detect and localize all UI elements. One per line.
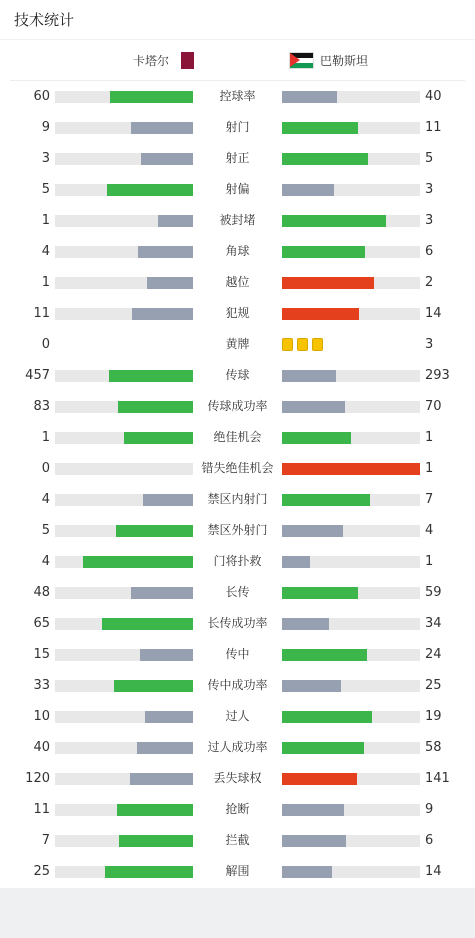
away-bar-fill [282, 91, 337, 103]
stat-row [0, 732, 475, 763]
away-bar-fill [282, 370, 336, 382]
home-value: 48 [33, 585, 50, 600]
home-bar-track [55, 587, 193, 599]
away-bar-track [282, 773, 420, 785]
away-bar-fill [282, 556, 310, 568]
home-bar-track [55, 835, 193, 847]
stat-row [0, 205, 475, 236]
away-bar-track [282, 835, 420, 847]
away-value: 7 [425, 492, 434, 507]
away-bar-fill [282, 742, 364, 754]
home-bar-track [55, 680, 193, 692]
stat-label: 长传 [225, 585, 250, 599]
stat-row [0, 298, 475, 329]
stat-label: 绝佳机会 [213, 430, 262, 444]
home-value: 0 [41, 461, 50, 476]
home-bar-track [55, 804, 193, 816]
home-value: 15 [33, 647, 50, 662]
home-value: 120 [25, 771, 50, 786]
home-value: 1 [41, 275, 50, 290]
stat-row [0, 329, 475, 360]
away-bar-track [282, 277, 420, 289]
away-bar-fill [282, 649, 367, 661]
away-value: 3 [425, 337, 434, 352]
home-bar-track [55, 649, 193, 661]
stat-label: 门将扑救 [213, 554, 262, 568]
stat-label: 抢断 [225, 802, 250, 816]
stat-row [0, 825, 475, 856]
stat-label: 解围 [225, 864, 250, 878]
home-team-name: 卡塔尔 [132, 54, 169, 68]
away-bar-fill [282, 277, 374, 289]
home-value: 4 [41, 244, 50, 259]
away-bar-track [282, 494, 420, 506]
home-value: 60 [33, 89, 50, 104]
away-bar-track [282, 618, 420, 630]
home-value: 9 [41, 120, 50, 135]
home-value: 4 [41, 492, 50, 507]
stat-label: 射正 [225, 151, 250, 165]
home-value: 10 [33, 709, 50, 724]
home-bar-track [55, 711, 193, 723]
away-bar-track [282, 401, 420, 413]
away-team[interactable] [289, 40, 368, 81]
away-bar-fill [282, 432, 351, 444]
away-value: 6 [425, 244, 434, 259]
home-bar-track [55, 494, 193, 506]
away-bar-track [282, 866, 420, 878]
away-bar-track [282, 246, 420, 258]
stat-label: 黄牌 [225, 337, 250, 351]
stat-label: 射门 [225, 120, 250, 134]
stat-row [0, 546, 475, 577]
home-bar-fill [137, 742, 193, 754]
home-bar-track [55, 215, 193, 227]
away-yellow-cards [282, 338, 323, 351]
home-bar-fill [119, 835, 193, 847]
away-value: 25 [425, 678, 442, 693]
home-bar-fill [143, 494, 193, 506]
stat-row [0, 267, 475, 298]
home-bar-fill [83, 556, 193, 568]
home-bar-fill [114, 680, 193, 692]
home-bar-track [55, 246, 193, 258]
palestine-flag-icon [289, 52, 314, 69]
home-bar-track [55, 91, 193, 103]
away-value: 141 [425, 771, 450, 786]
home-bar-fill [117, 804, 193, 816]
away-bar-track [282, 122, 420, 134]
home-bar-track [55, 773, 193, 785]
away-bar-fill [282, 587, 358, 599]
stat-label: 传球成功率 [207, 399, 268, 413]
stat-row [0, 856, 475, 887]
yellow-card-icon [297, 338, 308, 351]
away-bar-fill [282, 463, 420, 475]
home-bar-track [55, 463, 193, 475]
stat-row [0, 236, 475, 267]
away-bar-track [282, 432, 420, 444]
home-bar-track [55, 153, 193, 165]
stat-label: 越位 [225, 275, 250, 289]
stat-row [0, 577, 475, 608]
home-bar-fill [141, 153, 193, 165]
stat-row [0, 143, 475, 174]
away-bar-track [282, 308, 420, 320]
stat-row [0, 81, 475, 112]
stat-row [0, 701, 475, 732]
stat-label: 射偏 [225, 182, 250, 196]
away-bar-track [282, 184, 420, 196]
home-bar-fill [131, 122, 193, 134]
away-bar-track [282, 153, 420, 165]
home-bar-fill [116, 525, 193, 537]
away-value: 40 [425, 89, 442, 104]
stat-label: 被封堵 [219, 213, 256, 227]
stat-label: 丢失球权 [213, 771, 262, 785]
home-value: 11 [33, 306, 50, 321]
home-bar-track [55, 618, 193, 630]
home-value: 0 [41, 337, 50, 352]
away-bar-track [282, 587, 420, 599]
stat-label: 错失绝佳机会 [201, 461, 274, 475]
yellow-card-icon [312, 338, 323, 351]
stat-row [0, 670, 475, 701]
stat-label: 过人 [225, 709, 250, 723]
away-value: 14 [425, 864, 442, 879]
stat-row [0, 112, 475, 143]
home-bar-track [55, 277, 193, 289]
away-value: 2 [425, 275, 434, 290]
away-value: 293 [425, 368, 450, 383]
away-bar-track [282, 91, 420, 103]
stat-row [0, 453, 475, 484]
away-bar-fill [282, 153, 368, 165]
home-value: 40 [33, 740, 50, 755]
home-value: 5 [41, 523, 50, 538]
qatar-flag-icon [177, 52, 194, 69]
home-bar-fill [107, 184, 193, 196]
stat-label: 禁区外射门 [207, 523, 268, 537]
away-value: 14 [425, 306, 442, 321]
away-value: 1 [425, 554, 434, 569]
home-value: 83 [33, 399, 50, 414]
stat-label: 角球 [225, 244, 250, 258]
away-value: 5 [425, 151, 434, 166]
home-bar-fill [124, 432, 193, 444]
stat-row [0, 794, 475, 825]
home-bar-track [55, 866, 193, 878]
home-value: 25 [33, 864, 50, 879]
away-bar-fill [282, 215, 386, 227]
home-bar-fill [131, 587, 193, 599]
home-bar-track [55, 370, 193, 382]
home-bar-fill [158, 215, 193, 227]
home-bar-track [55, 525, 193, 537]
away-bar-fill [282, 866, 332, 878]
away-bar-track [282, 649, 420, 661]
away-bar-fill [282, 835, 346, 847]
home-value: 5 [41, 182, 50, 197]
away-bar-fill [282, 618, 329, 630]
away-value: 4 [425, 523, 434, 538]
stat-row [0, 422, 475, 453]
home-bar-fill [132, 308, 193, 320]
away-value: 19 [425, 709, 442, 724]
away-team-name: 巴勒斯坦 [320, 54, 369, 68]
home-bar-track [55, 432, 193, 444]
away-bar-track [282, 804, 420, 816]
home-value: 1 [41, 430, 50, 445]
away-value: 11 [425, 120, 442, 135]
stat-label: 过人成功率 [207, 740, 268, 754]
page-title: 技术统计 [0, 0, 475, 40]
away-bar-fill [282, 401, 345, 413]
home-bar-fill [110, 91, 193, 103]
home-value: 3 [41, 151, 50, 166]
stat-label: 禁区内射门 [207, 492, 268, 506]
home-bar-fill [109, 370, 193, 382]
away-bar-fill [282, 711, 372, 723]
away-bar-track [282, 370, 420, 382]
stat-label: 传中成功率 [207, 678, 268, 692]
away-value: 58 [425, 740, 442, 755]
stats-list [0, 81, 475, 887]
away-bar-fill [282, 184, 334, 196]
away-bar-track [282, 525, 420, 537]
home-bar-track [55, 122, 193, 134]
stat-label: 犯规 [225, 306, 250, 320]
stat-label: 传球 [225, 368, 250, 382]
away-bar-fill [282, 680, 341, 692]
home-bar-fill [140, 649, 193, 661]
home-bar-fill [105, 866, 193, 878]
away-value: 59 [425, 585, 442, 600]
away-bar-fill [282, 773, 357, 785]
home-value: 65 [33, 616, 50, 631]
home-bar-fill [102, 618, 193, 630]
away-bar-track [282, 680, 420, 692]
away-bar-track [282, 742, 420, 754]
home-bar-track [55, 742, 193, 754]
stat-row [0, 763, 475, 794]
home-value: 1 [41, 213, 50, 228]
away-bar-track [282, 463, 420, 475]
home-value: 33 [33, 678, 50, 693]
away-bar-fill [282, 308, 359, 320]
away-bar-fill [282, 525, 343, 537]
stat-label: 长传成功率 [207, 616, 268, 630]
away-value: 3 [425, 213, 434, 228]
away-bar-track [282, 711, 420, 723]
away-bar-track [282, 215, 420, 227]
stat-row [0, 639, 475, 670]
stat-row [0, 360, 475, 391]
away-value: 24 [425, 647, 442, 662]
home-bar-fill [138, 246, 193, 258]
stat-row [0, 391, 475, 422]
home-value: 4 [41, 554, 50, 569]
away-value: 1 [425, 461, 434, 476]
home-bar-track [55, 556, 193, 568]
away-value: 3 [425, 182, 434, 197]
away-value: 34 [425, 616, 442, 631]
home-bar-fill [147, 277, 193, 289]
stat-row [0, 608, 475, 639]
stat-label: 传中 [225, 647, 250, 661]
away-value: 9 [425, 802, 434, 817]
away-bar-track [282, 556, 420, 568]
away-bar-fill [282, 246, 365, 258]
stat-label: 拦截 [225, 833, 250, 847]
stat-label: 控球率 [219, 89, 256, 103]
teams-header [10, 40, 465, 81]
home-bar-fill [145, 711, 193, 723]
away-bar-fill [282, 494, 370, 506]
away-bar-fill [282, 122, 358, 134]
home-value: 7 [41, 833, 50, 848]
home-bar-track [55, 184, 193, 196]
stat-row [0, 484, 475, 515]
home-bar-track [55, 308, 193, 320]
stat-row [0, 174, 475, 205]
home-value: 11 [33, 802, 50, 817]
home-team[interactable] [133, 40, 194, 81]
away-value: 70 [425, 399, 442, 414]
away-bar-fill [282, 804, 344, 816]
away-value: 1 [425, 430, 434, 445]
home-value: 457 [25, 368, 50, 383]
home-bar-fill [118, 401, 193, 413]
away-value: 6 [425, 833, 434, 848]
stat-row [0, 515, 475, 546]
yellow-card-icon [282, 338, 293, 351]
home-bar-fill [130, 773, 193, 785]
home-bar-track [55, 401, 193, 413]
